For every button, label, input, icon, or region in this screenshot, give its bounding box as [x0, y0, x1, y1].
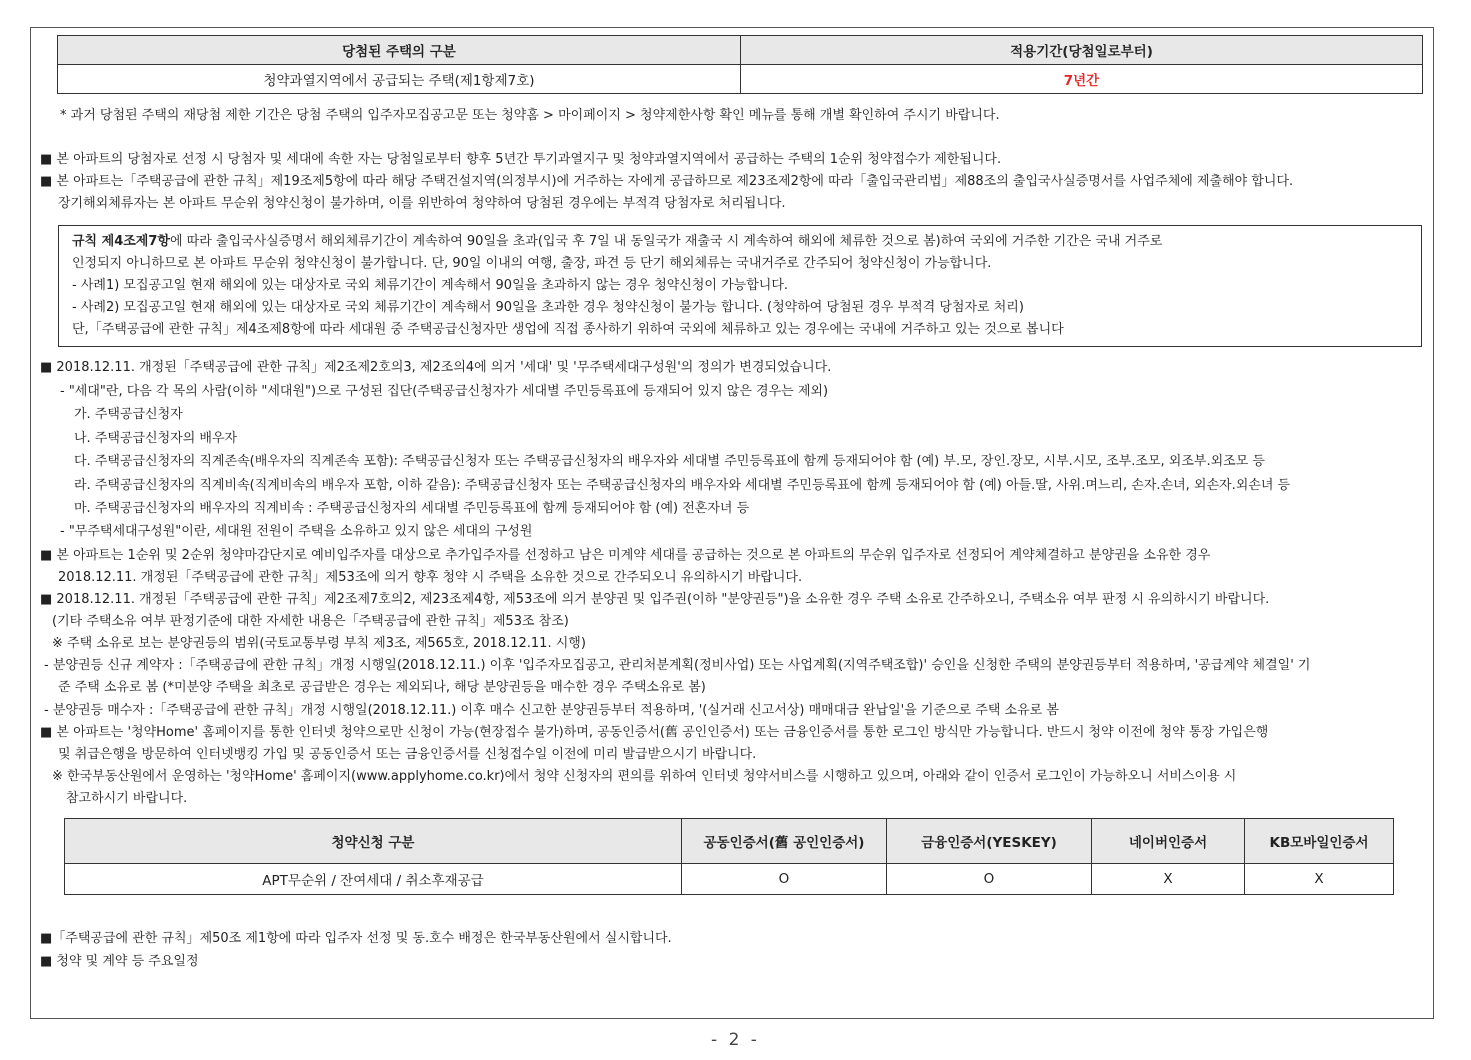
paragraph-line: ※ 주택 소유로 보는 분양권등의 범위(국토교통부령 부칙 제3조, 제565호, 2018.12.11. 시행)	[52, 636, 586, 651]
paragraph-line: 나. 주택공급신청자의 배우자	[74, 431, 238, 446]
box-line: - 사례1) 모집공고일 현재 해외에 있는 대상자로 국외 체류기간이 계속해서 90일을 초과하지 않는 경우 청약신청이 가능합니다.	[72, 278, 789, 293]
table-header: 네이버인증서	[1092, 819, 1245, 864]
paragraph-line: - "세대"란, 다음 각 목의 사람(이하 "세대원")으로 구성된 집단(주택공급신청자가 세대별 주민등록표에 등재되어 있지 않은 경우는 제외)	[60, 384, 829, 399]
table-header: 당첨된 주택의 구분	[58, 36, 741, 65]
paragraph-line: ■ 본 아파트는「주택공급에 관한 규칙」제19조제5항에 따라 해당 주택건설지역(의정부시)에 거주하는 자에게 공급하므로 제23조제2항에 따라「출입국관리법」제88조의 출입국사실증명서를 사업주체에 제출해야 합니다.	[40, 174, 1294, 189]
table-header: 공동인증서(舊 공인인증서)	[682, 819, 887, 864]
paragraph-line: ■ 2018.12.11. 개정된「주택공급에 관한 규칙」제2조제7호의2, 제23조제4항, 제53조에 의거 분양권 및 입주권(이하 "분양권등")을 소유한 경우 주택 소유로 간주하오니, 주택소유 여부 판정 시 유의하시기 바랍니다.	[40, 592, 1270, 607]
winning-housing-table	[57, 35, 1423, 94]
paragraph-line: ■ 본 아파트는 '청약Home' 홈페이지를 통한 인터넷 청약으로만 신청이 가능(현장접수 불가)하며, 공동인증서(舊 공인인증서) 또는 금융인증서를 통한 로그인 방식만 가능합니다. 반드시 청약 이전에 청약 통장 가입은행	[40, 725, 1269, 740]
paragraph-line: 장기해외체류자는 본 아파트 무순위 청약신청이 불가하며, 이를 위반하여 청약하여 당첨된 경우에는 부적격 당첨자로 처리됩니다.	[58, 196, 786, 211]
box-line: 인정되지 아니하므로 본 아파트 무순위 청약신청이 불가합니다. 단, 90일 이내의 여행, 출장, 파견 등 단기 해외체류는 국내거주로 간주되어 청약신청이 가능합니다.	[72, 256, 992, 271]
note-text: * 과거 당첨된 주택의 재당첨 제한 기간은 당첨 주택의 입주자모집공고문 또는 청약홈 > 마이페이지 > 청약제한사항 확인 메뉴를 통해 개별 확인하여 주시기 바랍니다.	[60, 108, 1000, 123]
paragraph-line: 가. 주택공급신청자	[74, 407, 183, 422]
table-cell: APT무순위 / 잔여세대 / 취소후재공급	[65, 864, 682, 895]
table-cell: X	[1245, 864, 1394, 895]
paragraph-line: - "무주택세대구성원"이란, 세대원 전원이 주택을 소유하고 있지 않은 세대의 구성원	[60, 524, 533, 539]
box-line: - 사례2) 모집공고일 현재 해외에 있는 대상자로 국외 체류기간이 계속해서 90일을 초과한 경우 청약신청이 불가능 합니다. (청약하여 당첨된 경우 부적격 당첨자로 처리)	[72, 300, 1024, 315]
box-line: 단,「주택공급에 관한 규칙」제4조제8항에 따라 세대원 중 주택공급신청자만 생업에 직접 종사하기 위하여 국외에 체류하고 있는 경우에는 국내에 거주하고 있는 것으로 봅니다	[72, 322, 1064, 337]
certificate-table	[64, 818, 1394, 895]
table-cell: 청약과열지역에서 공급되는 주택(제1항제7호)	[58, 65, 741, 94]
box-text: 에 따라 출입국사실증명서 해외체류기간이 계속하여 90일을 초과(입국 후 7일 내 동일국가 재출국 시 계속하여 해외에 체류한 것으로 봄)하여 국외에 거주한 기간은 국내 거주로	[169, 234, 1163, 249]
table-header: 적용기간(당첨일로부터)	[741, 36, 1423, 65]
paragraph-line: ■ 본 아파트는 1순위 및 2순위 청약마감단지로 예비입주자를 대상으로 추가입주자를 선정하고 남은 미계약 세대를 공급하는 것으로 본 아파트의 무순위 입주자로 선정되어 계약체결하고 분양권을 소유한 경우	[40, 548, 1211, 563]
paragraph-line: 2018.12.11. 개정된「주택공급에 관한 규칙」제53조에 의거 향후 청약 시 주택을 소유한 것으로 간주되오니 유의하시기 바랍니다.	[58, 570, 803, 585]
table-header: 금융인증서(YESKEY)	[887, 819, 1092, 864]
paragraph-line: - 분양권등 매수자 :「주택공급에 관한 규칙」개정 시행일(2018.12.11.) 이후 매수 신고한 분양권등부터 적용하며, '(실거래 신고서상) 매매대금 완납일'을 기준으로 주택 소유로 봄	[44, 703, 1059, 718]
paragraph-line: ■ 청약 및 계약 등 주요일정	[40, 954, 199, 969]
paragraph-line: (기타 주택소유 여부 판정기준에 대한 자세한 내용은「주택공급에 관한 규칙」제53조 참조)	[52, 614, 569, 629]
paragraph-line: 준 주택 소유로 봄 (*미분양 주택을 최초로 공급받은 경우는 제외되나, 해당 분양권등을 매수한 경우 주택소유로 봄)	[58, 680, 706, 695]
paragraph-line: 마. 주택공급신청자의 배우자의 직계비속 : 주택공급신청자의 세대별 주민등록표에 함께 등재되어야 함 (예) 전혼자녀 등	[74, 501, 750, 516]
table-cell: O	[887, 864, 1092, 895]
paragraph-line: ■ 본 아파트의 당첨자로 선정 시 당첨자 및 세대에 속한 자는 당첨일로부터 향후 5년간 투기과열지구 및 청약과열지역에서 공급하는 주택의 1순위 청약접수가 제한됩니다.	[40, 152, 1002, 167]
page-number: - 2 -	[711, 1030, 760, 1050]
table-cell: O	[682, 864, 887, 895]
table-cell: X	[1092, 864, 1245, 895]
box-bold-text: 규칙 제4조제7항	[72, 234, 170, 249]
paragraph-line: - 분양권등 신규 계약자 :「주택공급에 관한 규칙」개정 시행일(2018.12.11.) 이후 '입주자모집공고, 관리처분계획(정비사업) 또는 사업계획(지역주택조합)' 승인을 신청한 주택의 분양권등부터 적용하며, '공급계약 체결일' 기	[44, 658, 1311, 673]
paragraph-line: 및 취급은행을 방문하여 인터넷뱅킹 가입 및 공동인증서 또는 금융인증서를 신청접수일 이전에 미리 발급받으시기 바랍니다.	[58, 747, 757, 762]
paragraph-line: ■ 2018.12.11. 개정된「주택공급에 관한 규칙」제2조제2호의3, 제2조의4에 의거 '세대' 및 '무주택세대구성원'의 정의가 변경되었습니다.	[40, 360, 832, 375]
paragraph-line: ※ 한국부동산원에서 운영하는 '청약Home' 홈페이지(www.applyhome.co.kr)에서 청약 신청자의 편의를 위하여 인터넷 청약서비스를 시행하고 있으며, 아래와 같이 인증서 로그인이 가능하오니 서비스이용 시	[52, 769, 1237, 784]
paragraph-line: 다. 주택공급신청자의 직계존속(배우자의 직계존속 포함): 주택공급신청자 또는 주택공급신청자의 배우자와 세대별 주민등록표에 함께 등재되어야 함 (예) 부.모, 장인.장모, 시부.시모, 조부.조모, 외조부.외조모 등	[74, 454, 1265, 469]
paragraph-line: ■「주택공급에 관한 규칙」제50조 제1항에 따라 입주자 선정 및 동.호수 배정은 한국부동산원에서 실시합니다.	[40, 931, 672, 946]
table-header: KB모바일인증서	[1245, 819, 1394, 864]
paragraph-line: 참고하시기 바랍니다.	[66, 791, 188, 806]
table-cell-period: 7년간	[741, 65, 1423, 94]
paragraph-line: 라. 주택공급신청자의 직계비속(직계비속의 배우자 포함, 이하 같음): 주택공급신청자 또는 주택공급신청자의 배우자와 세대별 주민등록표에 함께 등재되어야 함 (예) 아들.딸, 사위.며느리, 손자.손녀, 외손자.외손녀 등	[74, 478, 1291, 493]
table-header: 청약신청 구분	[65, 819, 682, 864]
box-line	[72, 233, 1162, 251]
